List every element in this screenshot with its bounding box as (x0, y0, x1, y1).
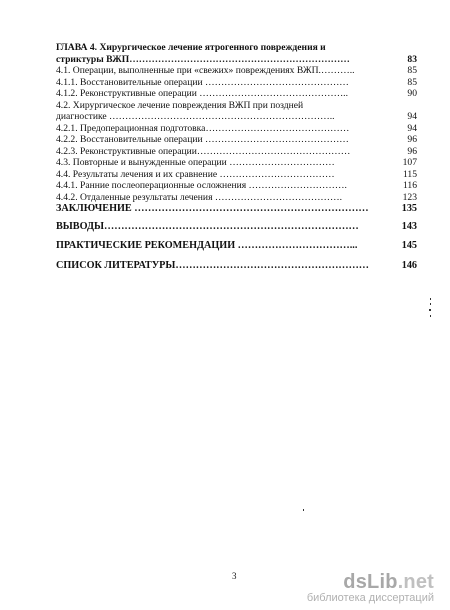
toc-entry: 4.4.1. Ранние послеоперационные осложнения …………………………. 116 (56, 180, 417, 191)
toc-entry: ГЛАВА 4. Хирургическое лечение ятрогенного повреждения и (56, 42, 326, 53)
toc-entry: стриктуры ВЖП…………………………………………………………… 83 (56, 53, 417, 65)
watermark-caption: библиотека диссертаций (306, 592, 434, 604)
toc-entry: 4.4. Результаты лечения и их сравнение ……………………………… 115 (56, 168, 417, 180)
toc-entry: 4.2.3. Реконструктивные операции………………………………………… 96 (56, 145, 417, 157)
toc-entry: 4.2.2. Восстановительные операции ……………………………………… 96 (56, 134, 417, 145)
scan-mark (430, 298, 431, 300)
toc-entry: 4.1.1. Восстановительные операции ……………………………………… 85 (56, 76, 417, 88)
table-of-contents (56, 42, 417, 271)
scan-mark (303, 509, 304, 511)
toc-entry: 4.1. Операции, выполненные при «свежих» повреждениях ВЖП.……….. 85 (56, 65, 417, 76)
scan-mark (429, 309, 431, 311)
watermark (307, 572, 434, 604)
toc-entry: ЗАКЛЮЧЕНИЕ …………………………………………………………… 135 (56, 203, 417, 214)
toc-entry: ВЫВОДЫ………………………………………………………………… 143 (56, 220, 417, 232)
toc-entry: диагностике …………………………………………………………….. 94 (56, 111, 417, 122)
scan-mark (430, 315, 431, 317)
page-number: 3 (232, 571, 237, 581)
toc-entry: 4.4.2. Отдаленные результаты лечения …………………………………. 123 (56, 191, 417, 203)
toc-entry: 4.3. Повторные и вынужденные операции …………………………… 107 (56, 157, 417, 168)
watermark-logo: dsLib.net (343, 571, 434, 593)
toc-entry: 4.2.1. Предоперационная подготовка……………………………………… 94 (56, 122, 417, 134)
scan-mark (430, 303, 431, 305)
toc-entry: СПИСОК ЛИТЕРАТУРЫ………………………………………………… 146 (56, 259, 417, 271)
toc-entry: ПРАКТИЧЕСКИЕ РЕКОМЕНДАЦИИ ……………………………... 145 (56, 240, 417, 251)
toc-entry: 4.2. Хирургическое лечение повреждения ВЖП при поздней (56, 99, 304, 111)
toc-entry: 4.1.2. Реконструктивные операции ……………………………………….. 90 (56, 88, 417, 99)
